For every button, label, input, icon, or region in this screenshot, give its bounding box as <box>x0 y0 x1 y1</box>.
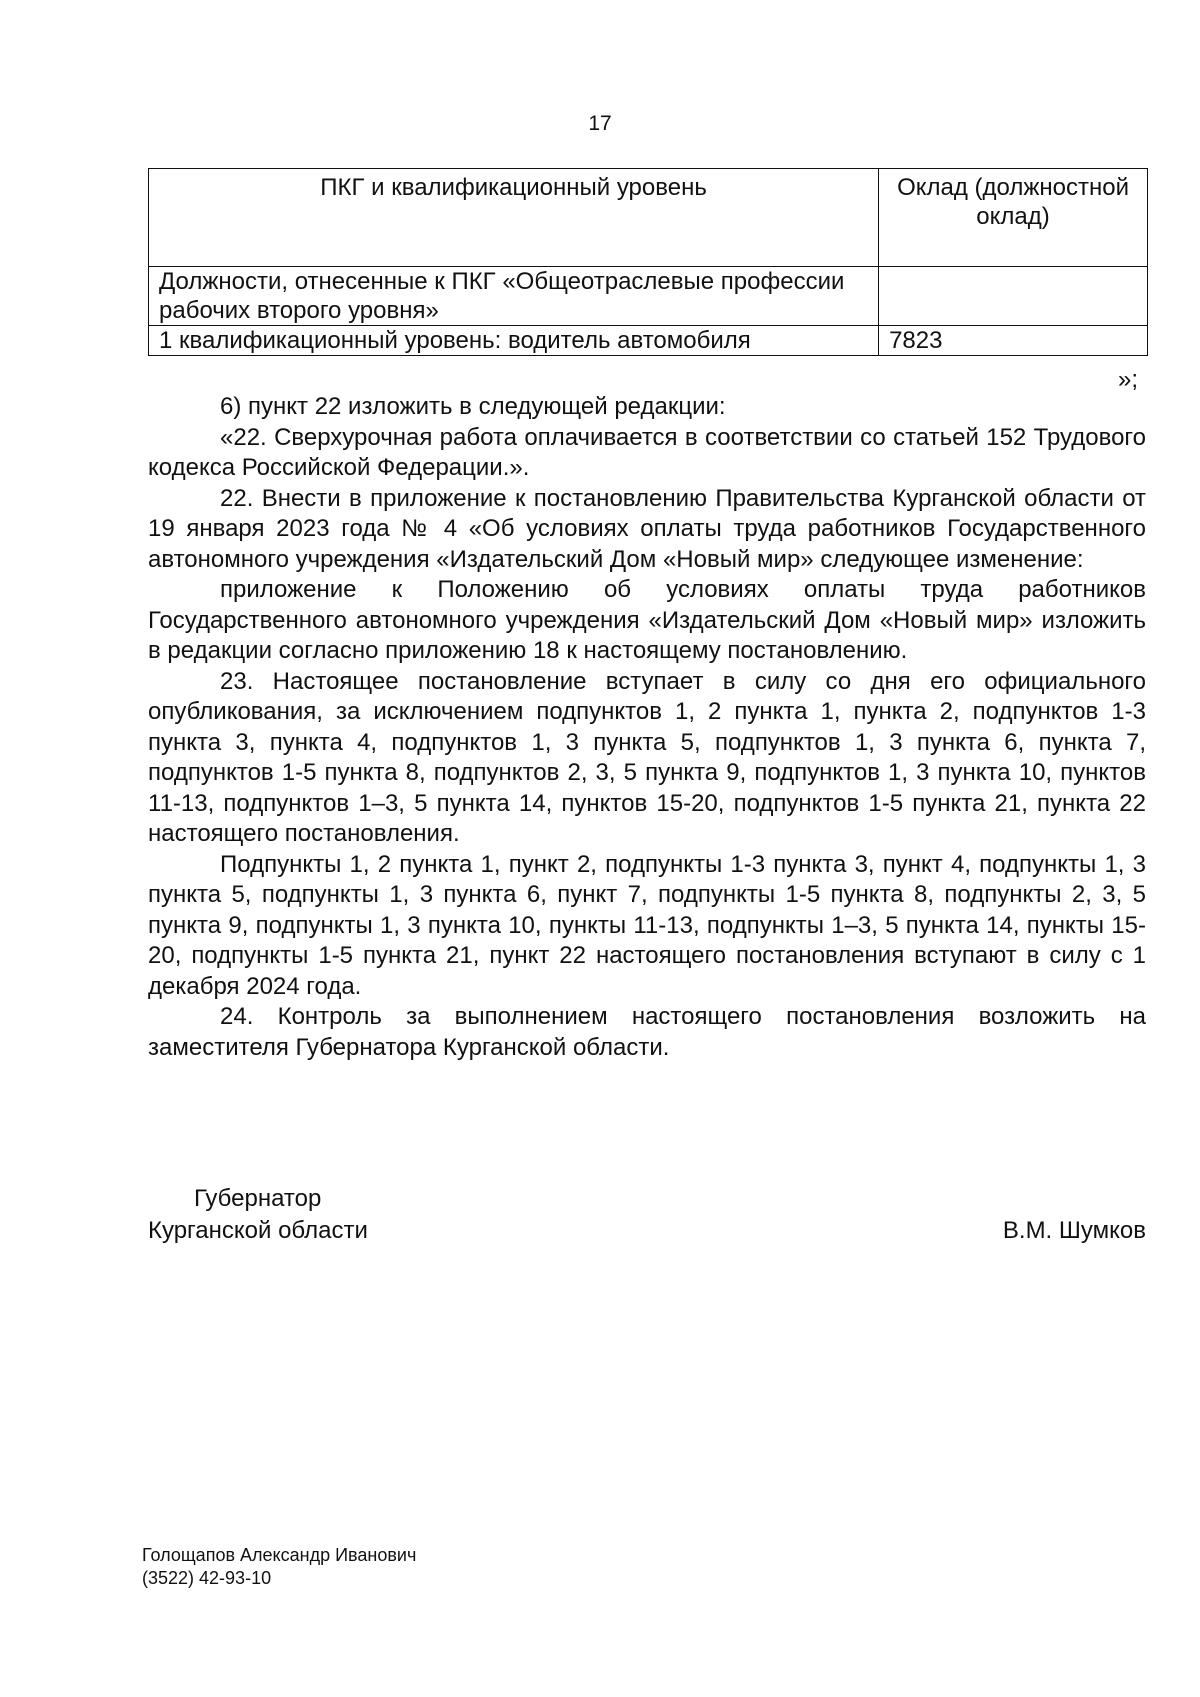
signatory-name: В.М. Шумков <box>1002 1217 1146 1244</box>
paragraph-subpoints: Подпункты 1, 2 пункта 1, пункт 2, подпункты 1-3 пункта 3, пункт 4, подпункты 1, 3 пункта 5, подпункты 1, 3 пункта 6, пункт 7, подпункты 1-5 пункта 8, подпункты 2, 3, 5 пункта 9, подпункты 1, 3 пункта 10, пункты 11-13, подпункты 1–3, 5 пункта 14, пункты 15-20, подпункты 1-5 пункта 21, пункт 22 настоящего постановления вступают в силу с 1 декабря 2024 года. <box>148 850 1146 1000</box>
table-header-salary: Оклад (должностной оклад) <box>879 169 1148 267</box>
table-row <box>149 326 1148 356</box>
document-body <box>148 392 1146 1063</box>
paragraph-23: 23. Настоящее постановление вступает в силу со дня его официального опубликования, за исключением подпунктов 1, 2 пункта 1, пункта 2, подпунктов 1-3 пункта 3, пункта 4, подпунктов 1, 3 пункта 5, подпунктов 1, 3 пункта 6, пункта 7, подпунктов 1-5 пункта 8, подпунктов 2, 3, 5 пункта 9, подпунктов 1, 3 пункта 10, пунктов 11-13, подпунктов 1–3, 5 пункта 14, пунктов 15-20, подпунктов 1-5 пункта 21, пункта 22 настоящего постановления. <box>148 667 1146 847</box>
signatory-region: Курганской области <box>148 1217 368 1244</box>
table-header-qualification: ПКГ и квалификационный уровень <box>149 169 879 267</box>
contact-phone: (3522) 42-93-10 <box>142 1568 272 1588</box>
table-cell-salary: 7823 <box>879 326 1148 356</box>
salary-table <box>148 168 1148 356</box>
signatory-role: Губернатор <box>194 1185 322 1212</box>
table-row <box>149 267 1148 326</box>
table-cell-salary <box>879 267 1148 326</box>
paragraph-appendix: приложение к Положению об условиях оплаты труда работников Государственного автономного учреждения «Издательский Дом «Новый мир» изложить в редакции согласно приложению 18 к настоящему постановлению. <box>148 576 1146 664</box>
paragraph-22: 22. Внести в приложение к постановлению Правительства Курганской области от 19 января 2023 года № 4 «Об условиях оплаты труда работников Государственного автономного учреждения «Издательский Дом «Новый мир» следующее изменение: <box>148 484 1146 573</box>
signature-block <box>148 1183 1146 1247</box>
quote-close-mark: »; <box>1118 366 1139 393</box>
table-header-row <box>149 169 1148 267</box>
paragraph-24: 24. Контроль за выполнением настоящего постановления возложить на заместителя Губернатора Курганской области. <box>148 1003 1146 1061</box>
table-cell-group: Должности, отнесенные к ПКГ «Общеотраслевые профессии рабочих второго уровня» <box>149 267 879 326</box>
contact-person: Голощапов Александр Иванович <box>142 1545 417 1565</box>
table-cell-level: 1 квалификационный уровень: водитель автомобиля <box>149 326 879 356</box>
paragraph-item-6: 6) пункт 22 изложить в следующей редакции: <box>220 393 726 420</box>
paragraph-point-22-text: «22. Сверхурочная работа оплачивается в соответствии со статьей 152 Трудового кодекса Российской Федерации.». <box>148 423 1146 481</box>
page-number: 17 <box>588 112 612 135</box>
contact-block <box>142 1544 416 1590</box>
